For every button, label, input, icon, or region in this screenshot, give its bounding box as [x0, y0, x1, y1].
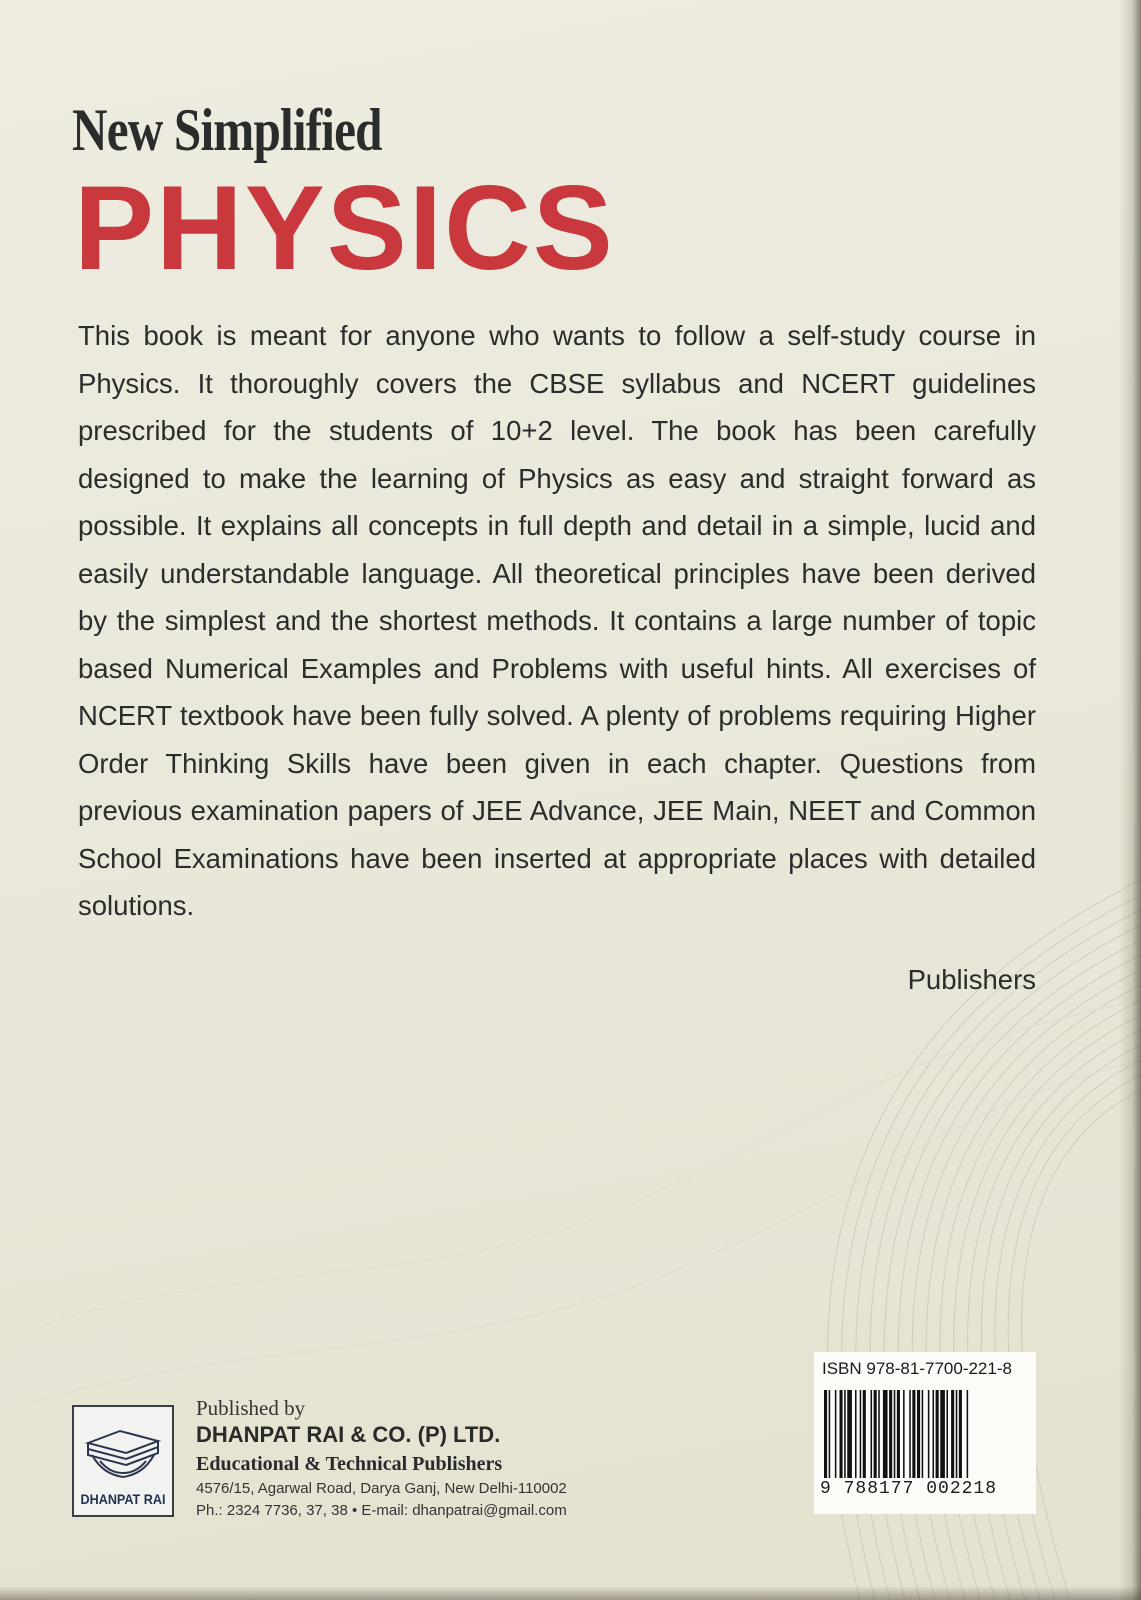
barcode-bar: [967, 1390, 969, 1478]
barcode-bar: [874, 1390, 877, 1478]
barcode-icon: [824, 1390, 1026, 1478]
barcode-bar: [840, 1390, 843, 1478]
barcode-bar: [917, 1390, 920, 1478]
barcode-bar: [959, 1390, 962, 1478]
logo-label: DHANPAT RAI: [80, 1491, 166, 1507]
barcode-bar: [894, 1390, 896, 1478]
publishers-signature: Publishers: [907, 964, 1036, 995]
barcode-bar: [909, 1390, 911, 1478]
barcode-bar: [897, 1390, 900, 1478]
published-by-label: Published by: [196, 1396, 306, 1420]
barcode-bar: [936, 1390, 939, 1478]
isbn-label: ISBN 978-81-7700-221-8: [822, 1359, 1012, 1378]
cover-right-edge: [1119, 0, 1141, 1600]
barcode-bar: [940, 1390, 945, 1478]
barcode-bar: [912, 1390, 915, 1478]
barcode-digits: 9 788177 002218: [820, 1479, 998, 1499]
barcode-bar: [889, 1390, 892, 1478]
book-stack-icon: [80, 1413, 166, 1483]
barcode-bar: [863, 1390, 866, 1478]
barcode-bar: [903, 1390, 905, 1478]
isbn-barcode-panel: [814, 1352, 1036, 1514]
barcode-bar: [956, 1390, 958, 1478]
barcode-bar: [933, 1390, 935, 1478]
publisher-name: DHANPAT RAI & CO. (P) LTD.: [196, 1422, 501, 1447]
barcode-bar: [928, 1390, 930, 1478]
barcode-bar: [951, 1390, 954, 1478]
barcode-bar: [860, 1390, 862, 1478]
barcode-bar: [878, 1390, 880, 1478]
book-title: PHYSICS: [74, 161, 615, 295]
barcode-bar: [847, 1390, 852, 1478]
barcode-bar: [883, 1390, 888, 1478]
barcode-bar: [871, 1390, 873, 1478]
barcode-bar: [922, 1390, 924, 1478]
publisher-logo: [72, 1405, 174, 1517]
barcode-bar: [946, 1390, 948, 1478]
publisher-address: 4576/15, Agarwal Road, Darya Ganj, New Delhi-110002: [196, 1480, 567, 1497]
barcode-bar: [844, 1390, 846, 1478]
barcode-bar: [835, 1390, 837, 1478]
barcode-bar: [824, 1390, 827, 1478]
publisher-description: Educational & Technical Publishers: [196, 1453, 503, 1475]
barcode-bar: [829, 1390, 831, 1478]
cover-bottom-edge: [0, 1586, 1141, 1600]
publisher-contact: Ph.: 2324 7736, 37, 38 • E-mail: dhanpatrai@gmail.com: [196, 1502, 567, 1519]
barcode-bar: [855, 1390, 857, 1478]
series-title: New Simplified: [72, 97, 382, 163]
book-description: This book is meant for anyone who wants to follow a self-study course in Physics. It thoroughly covers the CBSE syllabus and NCERT guidelines prescribed for the students of 10+2 level. The book has been carefully designed to make the learning of Physics as easy and straight forward as possible. It explains all concepts in full depth and detail in a simple, lucid and easily understandable language. All theoretical principles have been derived by the simplest and the shortest methods. It contains a large number of topic based Numerical Examples and Problems with useful hints. All exercises of NCERT textbook have been fully solved. A plenty of problems requiring Higher Order Thinking Skills have been given in each chapter. Questions from previous examination papers of JEE Advance, JEE Main, NEET and Common School Examinations have been inserted at appropriate places with detailed solutions.: [78, 320, 1036, 921]
